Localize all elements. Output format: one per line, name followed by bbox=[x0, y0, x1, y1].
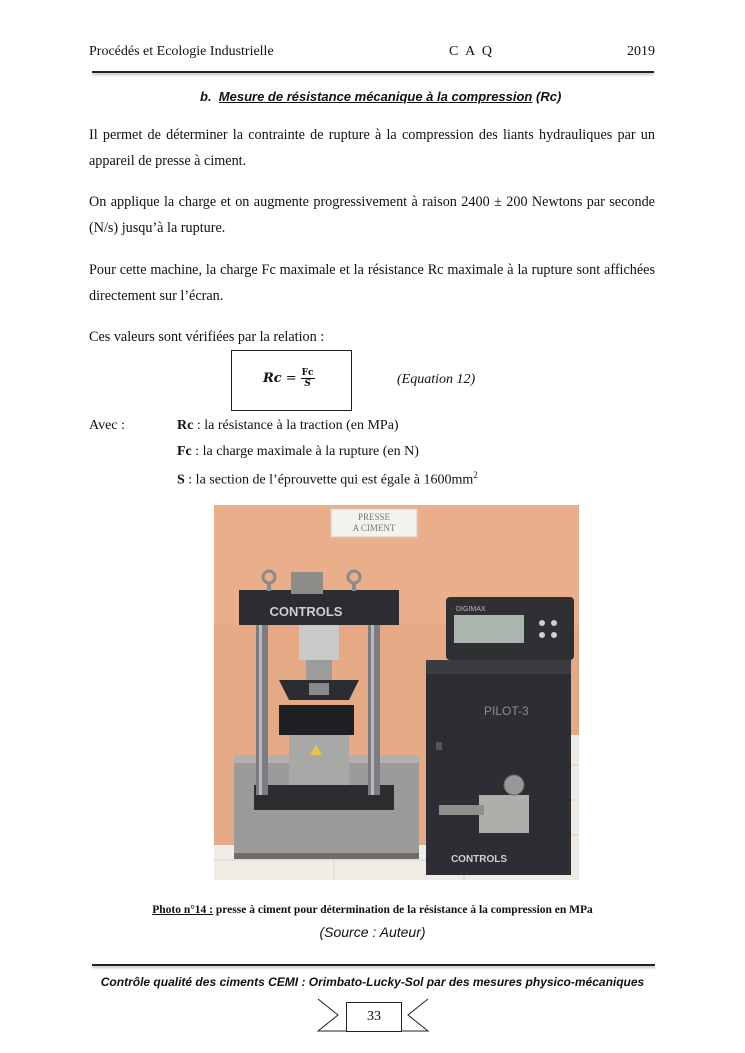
equation-label: (Equation 12) bbox=[397, 372, 476, 387]
footer-divider bbox=[92, 964, 655, 966]
equation-denominator: S bbox=[304, 379, 311, 389]
paragraph-3: Pour cette machine, la charge Fc maximale et la résistance Rc maximale à la rupture sont affichées directement sur l’écran. bbox=[89, 262, 655, 304]
equation bbox=[263, 368, 315, 389]
section-number: b. bbox=[200, 89, 212, 104]
paragraph-2: On applique la charge et on augmente progressivement à raison 2400 ± 200 Newtons par seconde (N/s) jusqu’à la rupture. bbox=[89, 194, 655, 236]
paragraph-1: Il permet de déterminer la contrainte de rupture à la compression des liants hydrauliques par un appareil de presse à ciment. bbox=[89, 127, 655, 169]
header-year: 2019 bbox=[627, 44, 655, 59]
equation-fraction bbox=[301, 368, 315, 389]
header-center: C A Q bbox=[449, 44, 495, 59]
definition-term: S bbox=[177, 472, 185, 488]
press-cylinder bbox=[289, 735, 349, 785]
definition-term: Rc bbox=[177, 418, 194, 433]
section-title-text: Mesure de résistance mécanique à la compression bbox=[218, 89, 533, 104]
equation-numerator: Fc bbox=[301, 368, 314, 378]
paragraph-4: Ces valeurs sont vérifiées par la relation : bbox=[89, 329, 325, 345]
panel-brand: PILOT-3 bbox=[484, 704, 529, 718]
definition-text: : la résistance à la traction (en MPa) bbox=[193, 418, 399, 433]
press-brand: CONTROLS bbox=[269, 604, 343, 619]
definition-rc bbox=[177, 418, 399, 434]
photo-source: (Source : Auteur) bbox=[319, 924, 426, 940]
valve-knob bbox=[504, 775, 524, 795]
caption-text: presse à ciment pour détermination de la résistance à la compression en MPa bbox=[213, 904, 593, 916]
cabinet-brand: CONTROLS bbox=[450, 854, 508, 865]
photo-caption bbox=[0, 904, 745, 916]
page-number: 33 bbox=[346, 1002, 402, 1032]
sign-line-2: A CIMENT bbox=[352, 523, 396, 533]
sign-line-1: PRESSE bbox=[357, 512, 391, 522]
display-screen bbox=[454, 615, 524, 643]
definition-term: Fc bbox=[177, 444, 192, 459]
footer-text: Contrôle qualité des ciments CEMI : Orimbato-Lucky-Sol par des mesures physico-mécaniques bbox=[100, 975, 645, 989]
display-button bbox=[551, 632, 557, 638]
display-button bbox=[539, 632, 545, 638]
definitions-intro: Avec : bbox=[89, 418, 125, 433]
definition-fc bbox=[177, 444, 419, 460]
valve-block bbox=[479, 795, 529, 833]
section-title bbox=[200, 89, 561, 104]
display-brand: DIGIMAX bbox=[456, 606, 486, 613]
definition-text: : la section de l’éprouvette qui est égale à 1600mm bbox=[184, 472, 474, 488]
header-divider bbox=[92, 71, 654, 73]
definition-s bbox=[177, 470, 478, 489]
caption-label: Photo n°14 : bbox=[152, 904, 214, 916]
equation-sign: = bbox=[285, 371, 297, 386]
photo-cement-press bbox=[214, 505, 579, 880]
definition-text: : la charge maximale à la rupture (en N) bbox=[191, 444, 419, 459]
press-piston bbox=[299, 625, 339, 660]
sample-cube bbox=[291, 572, 323, 594]
press-cylinder-top bbox=[279, 705, 354, 735]
equation-lhs: Rc bbox=[263, 371, 282, 386]
photo-illustration bbox=[214, 505, 579, 880]
header-left: Procédés et Ecologie Industrielle bbox=[89, 44, 274, 59]
section-title-suffix: (Rc) bbox=[536, 89, 562, 104]
display-button bbox=[551, 620, 557, 626]
control-cabinet bbox=[426, 660, 571, 875]
definition-superscript: 2 bbox=[473, 470, 478, 480]
display-button bbox=[539, 620, 545, 626]
